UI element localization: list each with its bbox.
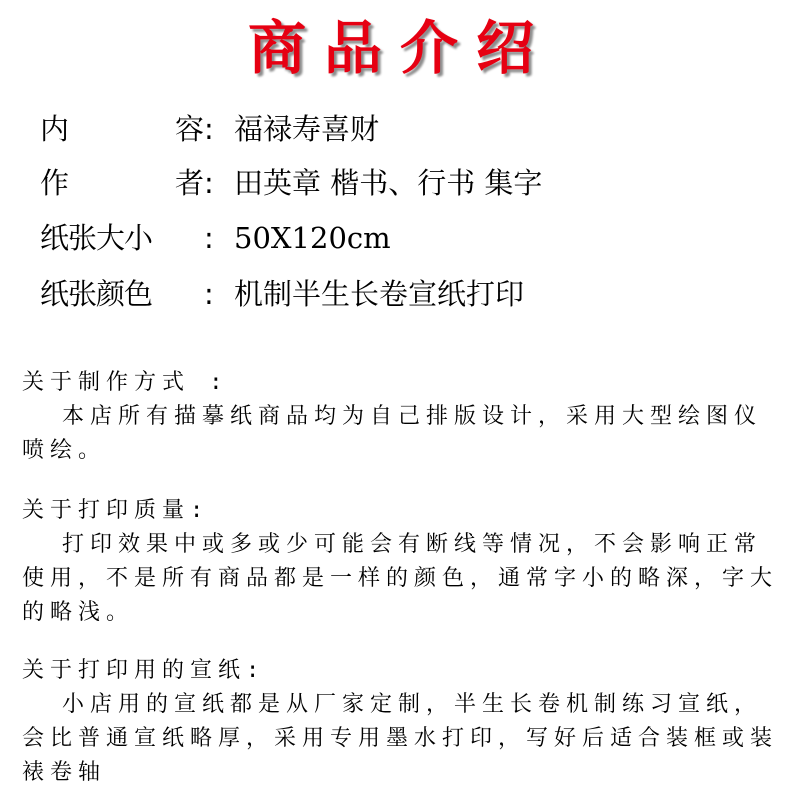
spec-label: 纸张大小 [40,221,153,255]
section-body: 打印效果中或多或少可能会有断线等情况，不会影响正常使用，不是所有商品都是一样的颜色，通常字小的略深，字大的略浅。 [22,532,779,625]
spec-row-author [40,161,542,205]
spec-row-content [40,107,379,151]
spec-label: 作者 [40,166,204,200]
spec-colon: : [204,221,214,255]
spec-colon: : [204,277,214,311]
spec-value: 机制半生长卷宣纸打印 [234,277,525,311]
section-production-method [22,366,782,468]
section-body: 小店用的宣纸都是从厂家定制，半生长卷机制练习宣纸，会比普通宣纸略厚，采用专用墨水打印，写好后适合装框或装裱卷轴 [22,692,779,785]
section-paper [22,654,782,790]
section-print-quality [22,494,782,630]
spec-value: 田英章 楷书、行书 集字 [234,166,543,200]
spec-colon: : [204,112,214,146]
spec-value: 50X120cm [234,221,391,255]
page-title: 商品介绍 [247,14,552,82]
section-heading: 关于制作方式 : [22,370,229,395]
section-heading: 关于打印用的宣纸: [22,658,266,683]
spec-value: 福禄寿喜财 [234,112,380,146]
spec-row-paper-size [40,216,391,260]
spec-label: 纸张颜色 [40,277,153,311]
spec-colon: : [204,166,214,200]
section-body: 本店所有描摹纸商品均为自己排版设计，采用大型绘图仪喷绘。 [22,404,763,463]
spec-label: 内容 [40,112,204,146]
section-heading: 关于打印质量: [22,498,210,523]
spec-row-paper-color [40,272,524,316]
